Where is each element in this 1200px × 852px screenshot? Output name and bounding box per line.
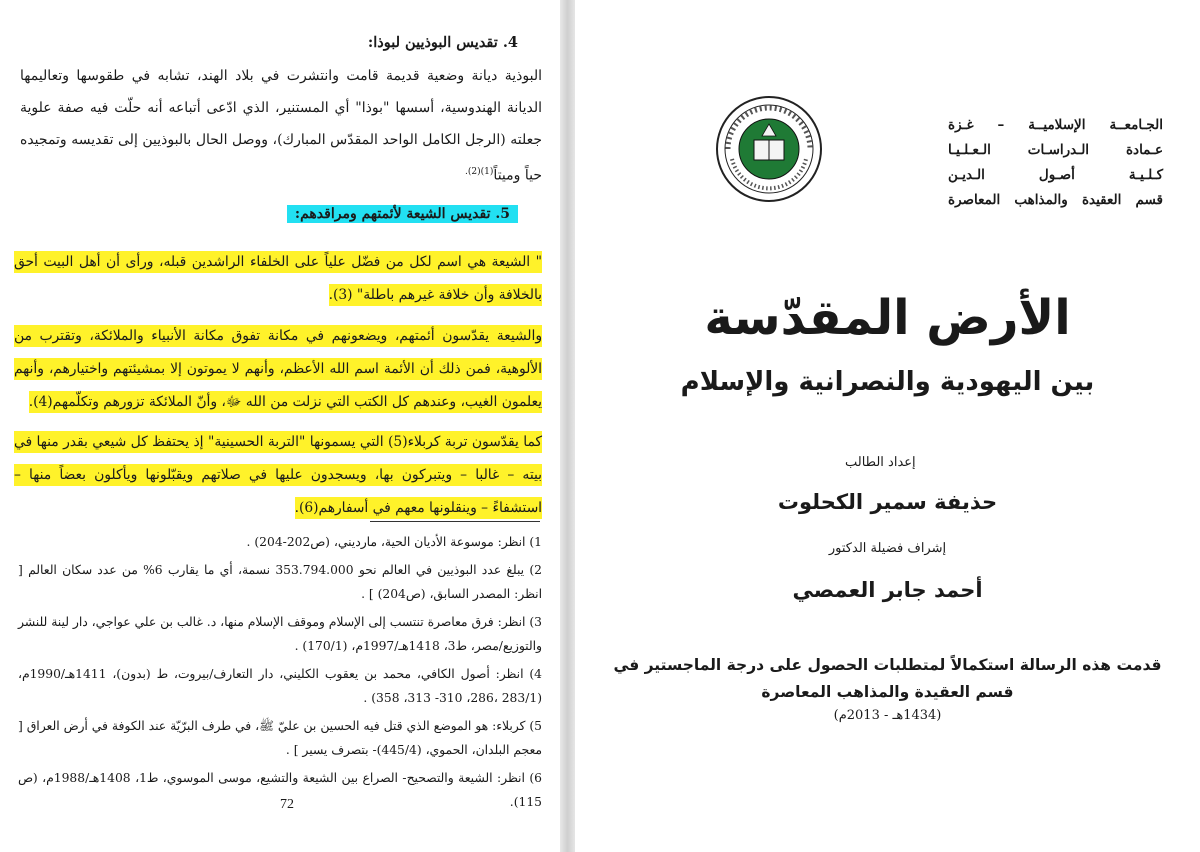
footnote-separator <box>370 521 540 522</box>
degree-statement <box>575 652 1200 706</box>
university-name: الجـامعــة الإسلاميــة – غـزة <box>948 117 1163 133</box>
book-spine <box>560 0 575 852</box>
thesis-subtitle: بين اليهودية والنصرانية والإسلام <box>680 367 1095 397</box>
section-heading-shia: 5. تقديس الشيعة لأئمتهم ومراقدهم: <box>287 205 518 223</box>
deanship-name: عـمادة الـدراسـات الـعـلـيـا <box>948 142 1163 158</box>
footnote-item: 6) انظر: الشيعة والتصحيح- الصراع بين الشيعة والتشيع، موسى الموسوي، ط1، 1408هـ/1988م، (ص 115). <box>18 771 542 809</box>
supervision-label: إشراف فضيلة الدكتور <box>828 541 947 556</box>
paragraph-text: البوذية ديانة وضعية قديمة قامت وانتشرت في بلاد الهند، تشابه في طقوسها وتعاليمها الديانة الهندوسية، أسسها "بوذا" أي المستنير، الذي ادّعى أتباعه أنه حلّت فيه صفة علوية جعلته (الرجل الكامل الواحد المقدّس المبارك)، ووصل الحال بالبوذيين إلى تقديسه وتمجيده حياً وميتاً <box>20 68 542 184</box>
supervisor-name: أحمد جابر العمصي <box>792 578 983 602</box>
footnote-item: 3) انظر: فرق معاصرة تنتسب إلى الإسلام وموقف الإسلام منها، د. غالب بن علي عواجي، دار لينة للنشر والتوزيع/مصر، ط3، 1418هـ/1997م، (170/1) . <box>18 615 542 653</box>
degree-line-2: قسم العقيدة والمذاهب المعاصرة <box>761 683 1014 701</box>
prepared-by-label: إعداد الطالب <box>845 455 916 470</box>
highlight-text: كما يقدّسون تربة كربلاء(5) التي يسمونها "التربة الحسينية" إذ يحتفظ كل شيعي بقدر منها في بيته – غالبا – ويتبركون بها، ويسجدون عليها في صلاتهم ويقبّلونها ويأكلون بعضاً منها – استشفاءً – وينقلونها معهم في أسفارهم(6). <box>14 431 542 519</box>
highlight-text: " الشيعة هي اسم لكل من فضّل علياً على الخلفاء الراشدين قبله، ورأى أن أهل البيت أحق بالخلافة وأن خلافة غيرهم باطلة" (3). <box>14 251 542 306</box>
faculty-name: كـلـيـة أصـول الـديـن <box>948 167 1163 183</box>
university-header <box>948 113 1163 213</box>
thesis-year: (1434هـ - 2013م) <box>833 708 942 723</box>
left-page <box>0 0 560 852</box>
thesis-title: الأرض المقدّسة <box>704 290 1071 346</box>
right-page-title <box>575 0 1200 852</box>
footnotes <box>18 530 542 818</box>
highlighted-paragraph-karbala <box>14 426 542 525</box>
footnote-item: 5) كربلاء: هو الموضع الذي قتل فيه الحسين بن عليّ ﷺ، في طرف البرّيّة عند الكوفة في أرض العراق [ معجم البلدان، الحموي، (445/4)- بتصرف يسير ] . <box>18 719 542 757</box>
footnote-refs: (1)(2). <box>465 167 494 177</box>
student-name: حذيفة سمير الكحلوت <box>777 490 998 514</box>
footnote-item: 4) انظر: أصول الكافي، محمد بن يعقوب الكليني، دار التعارف/بيروت، ط (بدون)، 1411هـ/1990م، (283/1 ،286، 310- 313، 358) . <box>18 667 542 705</box>
highlighted-paragraph-imams <box>14 320 542 419</box>
highlight-text: والشيعة يقدّسون أئمتهم، ويضعونهم في مكانة تفوق مكانة الأنبياء والملائكة، وتقترب من الألوهية، فمن ذلك أن الأئمة اسم الله الأعظم، وأنهم لا يموتون إلا بمشيئتهم واختيارهم، وأنهم يعلمون الغيب، وعندهم كل الكتب التي نزلت من الله ﷻ، وأنّ الملائكة تزورهم وتكلّمهم(4). <box>14 325 542 413</box>
university-seal-icon <box>714 94 824 204</box>
degree-line-1: قدمت هذه الرسالة استكمالاً لمتطلبات الحصول على درجة الماجستير في <box>613 656 1162 674</box>
page-number: 72 <box>280 797 294 812</box>
highlighted-quote <box>14 246 542 312</box>
footnote-item: 2) يبلغ عدد البوذيين في العالم نحو 353.794.000 نسمة، أي ما يقارب 6% من عدد سكان العالم [ انظر: المصدر السابق، (ص204) ] . <box>18 563 542 601</box>
section-heading-buddhism: 4. تقديس البوذيين لبوذا: <box>367 34 518 51</box>
department-name: قسم العقيدة والمذاهب المعاصرة <box>948 192 1163 208</box>
footnote-item: 1) انظر: موسوعة الأديان الحية، مارديني، (ص202-204) . <box>246 535 542 549</box>
paragraph-buddhism <box>20 60 542 192</box>
